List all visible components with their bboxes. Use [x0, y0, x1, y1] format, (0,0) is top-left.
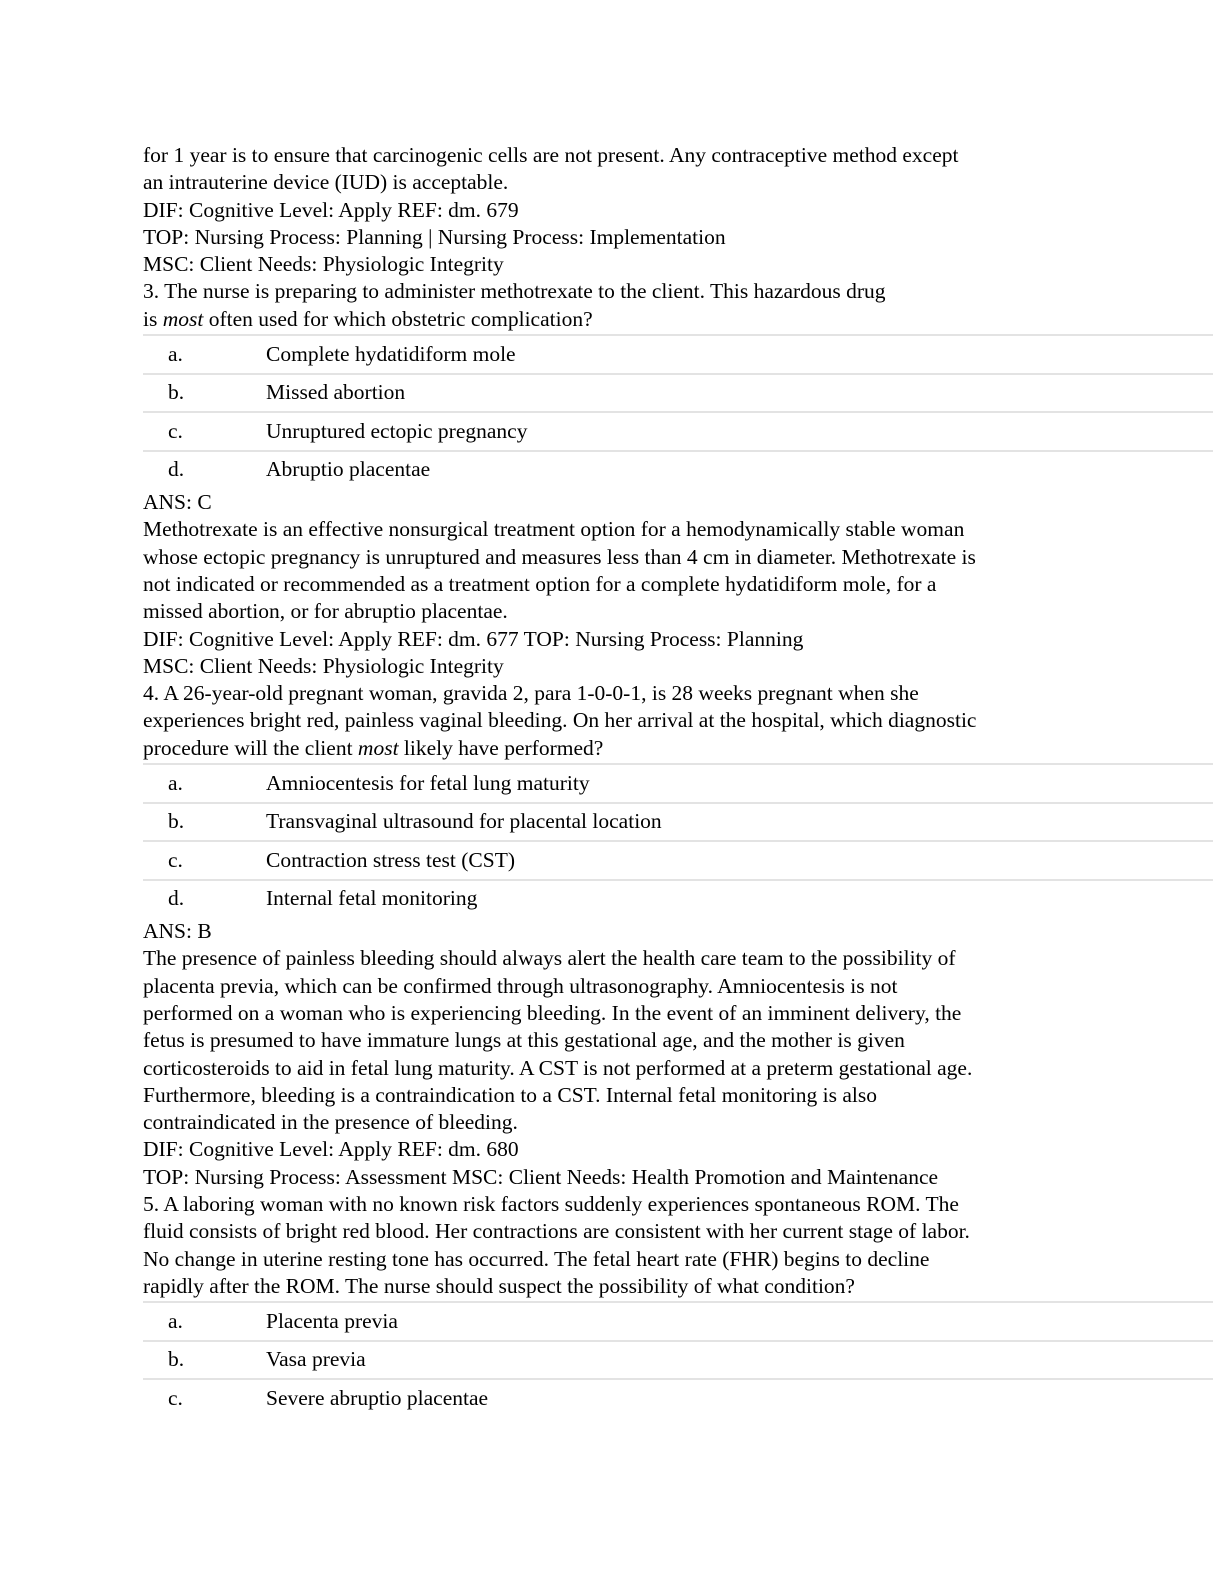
question-stem [143, 306, 1213, 333]
option-text: Internal fetal monitoring [266, 886, 478, 911]
rationale-line: contraindicated in the presence of bleeding. [143, 1110, 518, 1135]
answer-line: ANS: C [143, 490, 212, 515]
option-text: Missed abortion [266, 380, 406, 405]
stem-emphasis: most [162, 306, 204, 331]
question-3 [143, 278, 1213, 680]
stem-emphasis: most [357, 735, 399, 760]
question-stem: experiences bright red, painless vaginal bleeding. On her arrival at the hospital, which diagnostic [143, 708, 977, 733]
option-row [143, 373, 1213, 412]
option-row [143, 1301, 1213, 1340]
option-text: Amniocentesis for fetal lung maturity [266, 770, 590, 795]
stem-text: procedure will the client [143, 735, 358, 760]
option-row [143, 450, 1213, 489]
intro-section [143, 142, 1213, 278]
option-letter: b. [168, 809, 185, 834]
question-stem [143, 735, 1213, 762]
option-table [143, 763, 1213, 917]
question-stem: 4. A 26-year-old pregnant woman, gravida 2, para 1-0-0-1, is 28 weeks pregnant when she [143, 681, 919, 706]
question-stem: fluid consists of bright red blood. Her contractions are consistent with her current stage of labor. [143, 1219, 970, 1244]
option-letter: d. [168, 886, 185, 911]
rationale-line: placenta previa, which can be confirmed through ultrasonography. Amniocentesis is not [143, 973, 898, 998]
document-page [143, 142, 1213, 1418]
intro-top-line: TOP: Nursing Process: Planning | Nursing Process: Implementation [143, 224, 726, 249]
question-4 [143, 680, 1213, 1191]
question-stem: 3. The nurse is preparing to administer methotrexate to the client. This hazardous drug [143, 279, 886, 304]
option-table [143, 334, 1213, 488]
option-letter: d. [168, 457, 185, 482]
option-letter: a. [168, 770, 183, 795]
option-row [143, 763, 1213, 802]
dif-line: DIF: Cognitive Level: Apply REF: dm. 677 TOP: Nursing Process: Planning [143, 626, 804, 651]
top-msc-line: TOP: Nursing Process: Assessment MSC: Client Needs: Health Promotion and Maintenance [143, 1164, 939, 1189]
question-stem: No change in uterine resting tone has occurred. The fetal heart rate (FHR) begins to decline [143, 1246, 930, 1271]
answer-line: ANS: B [143, 919, 212, 944]
option-row [143, 879, 1213, 918]
intro-line: an intrauterine device (IUD) is acceptable. [143, 170, 509, 195]
option-text: Placenta previa [266, 1308, 398, 1333]
option-letter: b. [168, 1347, 185, 1372]
option-text: Vasa previa [266, 1347, 366, 1372]
option-text: Severe abruptio placentae [266, 1385, 489, 1410]
rationale-line: missed abortion, or for abruptio placentae. [143, 599, 508, 624]
rationale-line: Furthermore, bleeding is a contraindication to a CST. Internal fetal monitoring is also [143, 1082, 878, 1107]
rationale-line: not indicated or recommended as a treatment option for a complete hydatidiform mole, for a [143, 571, 937, 596]
option-row [143, 1340, 1213, 1379]
intro-msc-line: MSC: Client Needs: Physiologic Integrity [143, 252, 504, 277]
option-letter: a. [168, 1308, 183, 1333]
option-text: Contraction stress test (CST) [266, 847, 516, 872]
option-row [143, 1378, 1213, 1417]
question-5 [143, 1191, 1213, 1417]
option-letter: b. [168, 380, 185, 405]
rationale-line: Methotrexate is an effective nonsurgical treatment option for a hemodynamically stable woman [143, 517, 965, 542]
rationale-line: performed on a woman who is experiencing bleeding. In the event of an imminent delivery, the [143, 1000, 962, 1025]
option-text: Complete hydatidiform mole [266, 341, 516, 366]
option-letter: c. [168, 1385, 183, 1410]
option-row [143, 411, 1213, 450]
intro-dif-line: DIF: Cognitive Level: Apply REF: dm. 679 [143, 197, 519, 222]
option-table [143, 1301, 1213, 1417]
msc-line: MSC: Client Needs: Physiologic Integrity [143, 653, 504, 678]
option-letter: a. [168, 341, 183, 366]
stem-text: often used for which obstetric complication? [203, 306, 593, 331]
dif-line: DIF: Cognitive Level: Apply REF: dm. 680 [143, 1137, 519, 1162]
rationale-line: fetus is presumed to have immature lungs at this gestational age, and the mother is given [143, 1028, 905, 1053]
rationale-line: whose ectopic pregnancy is unruptured and measures less than 4 cm in diameter. Methotrexate is [143, 544, 976, 569]
option-text: Transvaginal ultrasound for placental location [266, 809, 662, 834]
option-row [143, 840, 1213, 879]
question-stem: rapidly after the ROM. The nurse should suspect the possibility of what condition? [143, 1273, 855, 1298]
option-text: Unruptured ectopic pregnancy [266, 418, 528, 443]
option-row [143, 334, 1213, 373]
option-letter: c. [168, 847, 183, 872]
rationale-line: corticosteroids to aid in fetal lung maturity. A CST is not performed at a preterm gestational age. [143, 1055, 973, 1080]
question-stem: 5. A laboring woman with no known risk factors suddenly experiences spontaneous ROM. The [143, 1192, 959, 1217]
option-row [143, 802, 1213, 841]
rationale-line: The presence of painless bleeding should always alert the health care team to the possibility of [143, 946, 956, 971]
stem-text: is [143, 306, 163, 331]
stem-text: likely have performed? [398, 735, 604, 760]
option-letter: c. [168, 418, 183, 443]
intro-line: for 1 year is to ensure that carcinogenic cells are not present. Any contraceptive method except [143, 143, 959, 167]
option-text: Abruptio placentae [266, 457, 431, 482]
